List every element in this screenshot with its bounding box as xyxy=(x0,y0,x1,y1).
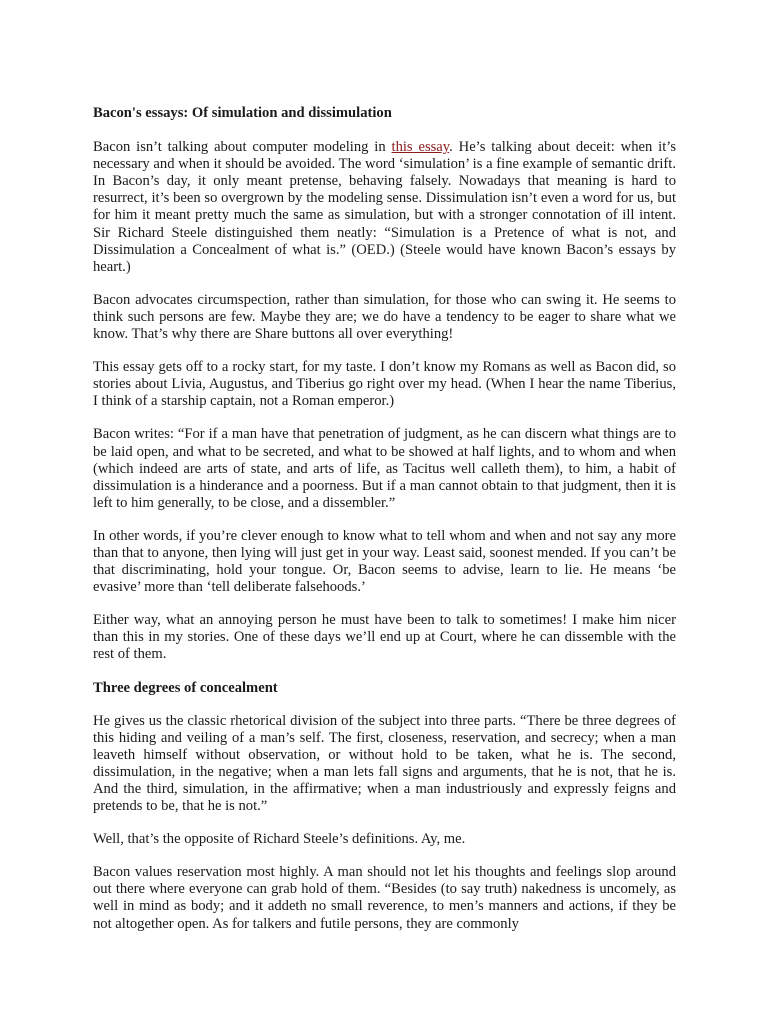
paragraph-either-way: Either way, what an annoying person he must have been to talk to sometimes! I make him nicer than this in my stories. One of these days we’ll end up at Court, where he can dissemble with the rest of them. xyxy=(93,612,676,663)
paragraph-romans: This essay gets off to a rocky start, for my taste. I don’t know my Romans as well as Bacon did, so stories about Livia, Augustus, and Tiberius go right over my head. (When I hear the name Tiberius, I think of a starship captain, not a Roman emperor.) xyxy=(93,359,676,410)
paragraph-reservation: Bacon values reservation most highly. A man should not let his thoughts and feelings slop around out there where everyone can grab hold of them. “Besides (to say truth) nakedness is uncomely, as well in mind as body; and it addeth no small reverence, to men’s manners and actions, if they be not altogether open. As for talkers and futile persons, they are commonly xyxy=(93,864,676,932)
section-heading-simulation: Bacon's essays: Of simulation and dissimulation xyxy=(93,105,392,121)
section-heading-concealment: Three degrees of concealment xyxy=(93,679,278,696)
this-essay-link[interactable]: this essay xyxy=(391,139,450,156)
paragraph-in-other-words: In other words, if you’re clever enough to know what to tell whom and when and not say any more than that to anyone, then lying will just get in your way. Least said, soonest mended. If you can’t be that discriminating, hold your tongue. Or, Bacon seems to advise, learn to lie. He means ‘be evasive’ more than ‘tell deliberate falsehoods.’ xyxy=(93,527,676,596)
paragraph-bacon-quote: Bacon writes: “For if a man have that penetration of judgment, as he can discern what things are to be laid open, and what to be secreted, and what to be showed at half lights, and to whom and when (which indeed are arts of state, and arts of life, as Tacitus well calleth them), to him, a habit of dissimulation is a hinderance and a poorness. But if a man cannot obtain to that judgment, then it is left to him generally, to be close, and a dissembler.” xyxy=(93,426,676,511)
paragraph-text: Bacon isn’t talking about computer modeling in xyxy=(93,139,392,156)
paragraph-circumspection: Bacon advocates circumspection, rather than simulation, for those who can swing it. He seems to think such persons are few. Maybe they are; we do have a tendency to be eager to share what we know. That’s why there are Share buttons all over everything! xyxy=(93,291,676,343)
paragraph-steele-opposite: Well, that’s the opposite of Richard Steele’s definitions. Ay, me. xyxy=(93,831,466,848)
paragraph-text: . He’s talking about deceit: when it’s necessary and when it should be avoided. The word ‘simulation’ is a fine example of semantic drift. In Bacon’s day, it only meant pretense, behaving falsely. Nowadays that meaning is hard to resurrect, it’s been so overgrown by the modeling sense. Dissimulation isn’t even a word for us, but for him it meant pretty much the same as simulation, but with a stronger connotation of ill intent. Sir Richard Steele distinguished them neatly: “Simulation is a Pretence of what is not, and Dissimulation a Concealment of what is.” (OED.) (Steele would have known Bacon’s essays by heart.) xyxy=(93,139,676,275)
paragraph-three-degrees: He gives us the classic rhetorical division of the subject into three parts. “There be three degrees of this hiding and veiling of a man’s self. The first, closeness, reservation, and secrecy; when a man leaveth himself without observation, or without hold to be taken, what he is. The second, dissimulation, in the negative; when a man lets fall signs and arguments, that he is not, that he is. And the third, simulation, in the affirmative; when a man industriously and expressly feigns and pretends to be, that he is not.” xyxy=(93,712,676,815)
paragraph-intro xyxy=(93,139,676,276)
document-page xyxy=(93,105,676,933)
